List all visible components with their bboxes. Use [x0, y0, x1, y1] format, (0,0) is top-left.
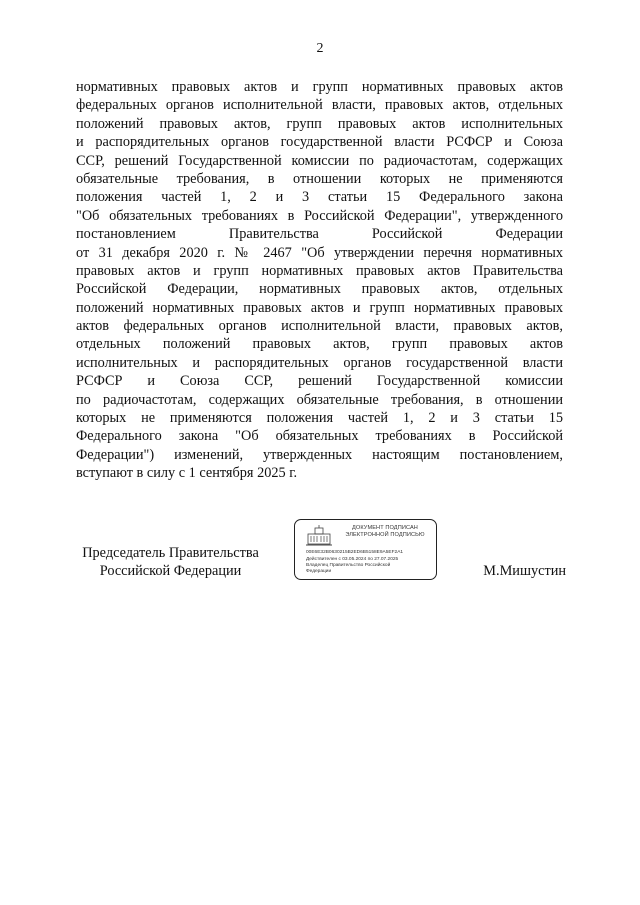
signatory-position [78, 544, 263, 581]
body-text [76, 78, 563, 483]
body-line: положений нормативных правовых актов и групп нормативных правовых [76, 299, 563, 316]
body-line: по радиочастотам, содержащих обязательные требования, в отношении [76, 391, 563, 408]
body-line: отдельных положений правовых актов, групп правовых актов [76, 336, 563, 353]
signatory-position-line: Российской Федерации [99, 563, 242, 580]
body-line: исполнительных и распорядительных органов государственной власти [76, 354, 563, 371]
stamp-title [337, 525, 433, 539]
body-line: Федерального закона "Об обязательных требованиях в Российской [76, 428, 563, 445]
body-line: "Об обязательных требованиях в Российской Федерации", утвержденного [76, 207, 563, 224]
body-line: нормативных правовых актов и групп нормативных правовых актов [76, 79, 563, 95]
body-line: актов федеральных органов исполнительной власти, правовых актов, [76, 318, 563, 335]
body-line: вступают в силу с 1 сентября 2025 г. [76, 465, 298, 482]
electronic-signature-stamp [294, 519, 437, 580]
stamp-title-line: ДОКУМЕНТ ПОДПИСАН [352, 525, 418, 531]
body-line: которых не применяются положения частей 1, 2 и 3 статьи 15 [76, 410, 563, 427]
body-line: РСФСР и Союза ССР, решений Государственной комиссии [76, 373, 563, 390]
stamp-title-line: ЭЛЕКТРОННОЙ ПОДПИСЬЮ [345, 532, 425, 538]
body-line: Федерации") изменений, утвержденных настоящим постановлением, [76, 446, 563, 463]
signatory-position-line: Председатель Правительства [82, 545, 259, 561]
body-line: правовых актов и групп нормативных правовых актов Правительства [76, 262, 563, 279]
body-line: от 31 декабря 2020 г. № 2467 "Об утверждении перечня нормативных [76, 244, 563, 261]
body-line: постановлением Правительства Российской Федерации [76, 226, 563, 243]
body-line: Российской Федерации, нормативных правовых актов, отдельных [76, 281, 563, 298]
body-line: обязательные требования, в отношении которых не применяются [76, 170, 563, 187]
body-line: положения частей 1, 2 и 3 статьи 15 Федерального закона [76, 189, 563, 206]
body-line: федеральных органов исполнительной власти, правовых актов, отдельных [76, 97, 563, 114]
certificate-info [306, 557, 434, 575]
certificate-validity: Действителен с 03.05.2024 по 27.07.2025 [306, 557, 399, 562]
page-number: 2 [316, 41, 324, 56]
certificate-owner: Владелец Правительство Российской [306, 563, 391, 568]
government-building-icon [306, 525, 332, 547]
body-line: и распорядительных органов государственной власти РСФСР и Союза [76, 134, 563, 151]
certificate-serial: 00E6E32B0630215B2ED6B5158E9A5EF2A1 [306, 550, 404, 555]
certificate-owner: Федерации [306, 569, 332, 574]
body-line: ССР, решений Государственной комиссии по радиочастотам, содержащих [76, 152, 563, 169]
signatory-name: М.Мишустин [483, 563, 566, 579]
body-line: положений правовых актов, групп правовых актов исполнительных [76, 115, 563, 132]
